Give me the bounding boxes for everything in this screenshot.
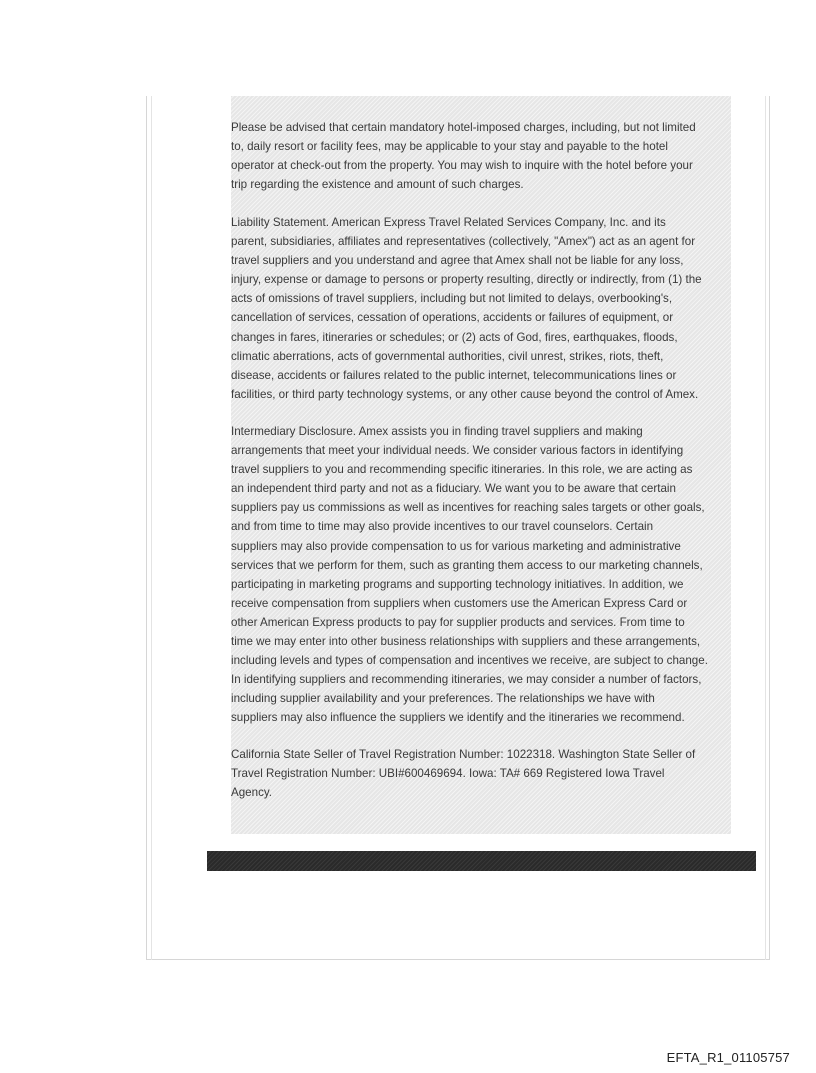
registration-paragraph [231,745,736,802]
text-line: In identifying suppliers and recommending itineraries, we may consider a number of factors, [231,673,702,687]
text-line: injury, expense or damage to persons or property resulting, directly or indirectly, from (1) the [231,273,702,287]
text-line: Intermediary Disclosure. Amex assists you in finding travel suppliers and making [231,425,643,438]
text-line: cancellation of services, cessation of operations, accidents or failures of equipment, or [231,311,674,325]
text-line: Liability Statement. American Express Travel Related Services Company, Inc. and its [231,216,666,229]
text-line: including levels and types of compensation and incentives we receive, are subject to change. [231,654,708,668]
text-line: suppliers may also provide compensation to us for various marketing and administrative [231,539,681,553]
text-line: suppliers pay us commissions as well as incentives for reaching sales targets or other goals, [231,501,705,515]
footer-divider-bar [207,851,756,871]
text-line: Travel Registration Number: UBI#600469694. Iowa: TA# 669 Registered Iowa Travel [231,767,665,781]
text-line: arrangements that meet your individual needs. We consider various factors in identifying [231,444,684,458]
text-line: acts of omissions of travel suppliers, including but not limited to delays, overbooking's, [231,292,673,306]
text-line: operator at check-out from the property. You may wish to inquire with the hotel before your [231,159,693,173]
text-line: climatic aberrations, acts of governmental authorities, civil unrest, strikes, riots, theft, [231,349,664,363]
text-line: changes in fares, itineraries or schedules; or (2) acts of God, fires, earthquakes, floods, [231,330,678,344]
text-line: California State Seller of Travel Registration Number: 1022318. Washington State Seller of [231,748,696,761]
text-line: travel suppliers to you and recommending specific itineraries. In this role, we are acting as [231,463,693,477]
text-line: including supplier availability and your preferences. The relationships we have with [231,692,655,706]
text-line: and from time to time may also provide incentives to our travel counselors. Certain [231,520,654,534]
text-line: suppliers may also influence the suppliers we identify and the itineraries we recommend. [231,711,685,725]
hotel-charges-paragraph [231,118,736,194]
frame-left-rule [151,96,152,960]
text-line: parent, subsidiaries, affiliates and representatives (collectively, "Amex") act as an agent for [231,235,696,249]
document-id: EFTA_R1_01105757 [666,1050,790,1065]
text-line: receive compensation from suppliers when customers use the American Express Card or [231,596,688,610]
text-line: to, daily resort or facility fees, may be applicable to your stay and payable to the hotel [231,140,668,154]
text-line: services that we perform for them, such as granting them access to our marketing channels, [231,558,703,572]
text-line: an independent third party and not as a fiduciary. We want you to be aware that certain [231,482,676,496]
text-line: Agency. [231,786,273,800]
text-line: trip regarding the existence and amount of such charges. [231,178,524,192]
text-line: other American Express products to pay for supplier products and services. From time to [231,615,685,629]
text-line: disease, accidents or failures related to the public internet, telecommunications lines or [231,368,677,382]
text-line: travel suppliers and you understand and agree that Amex shall not be liable for any loss, [231,254,684,268]
text-line: facilities, or third party technology systems, or any other cause beyond the control of Amex. [231,387,699,401]
intermediary-disclosure-paragraph [231,422,736,728]
text-line: participating in marketing programs and supporting technology initiatives. In addition, we [231,577,684,591]
liability-statement-paragraph [231,213,736,404]
text-line: Please be advised that certain mandatory hotel-imposed charges, including, but not limited [231,121,696,134]
text-line: time we may enter into other business relationships with suppliers and these arrangements, [231,635,701,649]
frame-right-rule [765,96,766,960]
